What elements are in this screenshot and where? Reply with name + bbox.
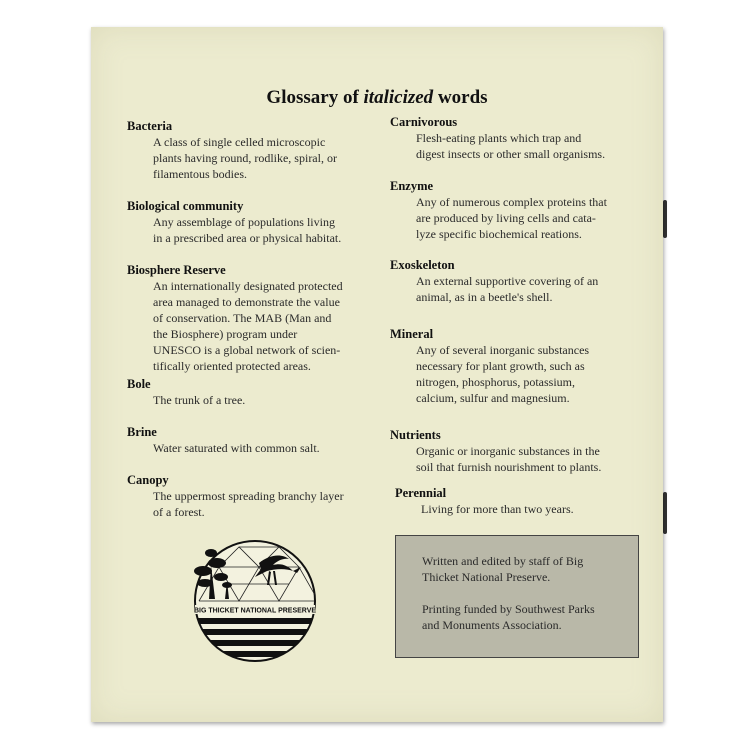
credits-box	[395, 535, 639, 658]
glossary-definition	[127, 214, 377, 246]
glossary-definition	[390, 130, 650, 162]
definition-line: nitrogen, phosphorus, potassium,	[416, 375, 575, 389]
big-thicket-logo-icon	[189, 537, 319, 665]
glossary-term: Bacteria	[127, 119, 173, 133]
booklet-page	[91, 27, 663, 722]
definition-line: Any assemblage of populations living	[153, 215, 335, 229]
glossary-term: Carnivorous	[390, 115, 458, 129]
definition-line: of conservation. The MAB (Man and	[153, 311, 332, 325]
definition-line: area managed to demonstrate the value	[153, 295, 340, 309]
glossary-definition	[395, 501, 650, 517]
glossary-term: Brine	[127, 425, 157, 439]
page-title	[91, 87, 663, 109]
title-italic: italicized	[363, 87, 434, 108]
definition-line: An internationally designated protected	[153, 279, 343, 293]
glossary-definition	[390, 342, 650, 406]
glossary-entry	[390, 485, 650, 517]
definition-line: calcium, sulfur and magnesium.	[416, 391, 570, 405]
glossary-term: Bole	[127, 377, 151, 391]
glossary-entry	[390, 114, 650, 162]
glossary-entry	[127, 198, 377, 246]
credits-line: Written and edited by staff of Big	[422, 554, 584, 568]
definition-line: soil that furnish nourishment to plants.	[416, 460, 602, 474]
glossary-term: Exoskeleton	[390, 258, 455, 272]
definition-line: The trunk of a tree.	[153, 393, 246, 407]
definition-line: Living for more than two years.	[421, 502, 574, 516]
definition-line: Water saturated with common salt.	[153, 441, 320, 455]
definition-line: the Biosphere) program under	[153, 327, 298, 341]
glossary-entry	[127, 262, 377, 374]
credits-funded-by	[422, 601, 624, 633]
definition-line: Any of numerous complex proteins that	[416, 195, 607, 209]
glossary-definition	[390, 443, 650, 475]
glossary-entry	[127, 424, 377, 456]
definition-line: The uppermost spreading branchy layer	[153, 489, 344, 503]
glossary-entry	[390, 178, 650, 242]
glossary-term: Perennial	[395, 486, 447, 500]
definition-line: plants having round, rodlike, spiral, or	[153, 151, 337, 165]
credits-line: Thicket National Preserve.	[422, 570, 551, 584]
glossary-term: Enzyme	[390, 179, 434, 193]
glossary-entry	[127, 472, 377, 520]
title-prefix: Glossary of	[266, 87, 364, 108]
glossary-definition	[390, 273, 650, 305]
page-edge-tab	[663, 200, 667, 238]
definition-line: Flesh-eating plants which trap and	[416, 131, 582, 145]
glossary-term: Nutrients	[390, 428, 441, 442]
definition-line: necessary for plant growth, such as	[416, 359, 585, 373]
title-suffix: words	[433, 87, 488, 108]
glossary-definition	[127, 440, 377, 456]
glossary-entry	[390, 427, 650, 475]
definition-line: are produced by living cells and cata-	[416, 211, 596, 225]
credits-line: Printing funded by Southwest Parks	[422, 602, 595, 616]
definition-line: A class of single celled microscopic	[153, 135, 326, 149]
definition-line: digest insects or other small organisms.	[416, 147, 606, 161]
definition-line: of a forest.	[153, 505, 205, 519]
definition-line: lyze specific biochemical reations.	[416, 227, 582, 241]
definition-line: UNESCO is a global network of scien-	[153, 343, 341, 357]
definition-line: An external supportive covering of an	[416, 274, 599, 288]
glossary-definition	[127, 134, 377, 182]
definition-line: Organic or inorganic substances in the	[416, 444, 600, 458]
logo-text: BIG THICKET NATIONAL PRESERVE	[193, 607, 317, 615]
glossary-entry	[127, 118, 377, 182]
definition-line: filamentous bodies.	[153, 167, 247, 181]
glossary-term: Mineral	[390, 327, 434, 341]
glossary-term: Biosphere Reserve	[127, 263, 226, 277]
glossary-entry	[390, 257, 650, 305]
page-edge-tab	[663, 492, 667, 534]
glossary-definition	[127, 278, 377, 374]
glossary-term: Biological community	[127, 199, 244, 213]
definition-line: animal, as in a beetle's shell.	[416, 290, 553, 304]
glossary-entry	[127, 376, 377, 408]
credits-written-by	[422, 553, 624, 585]
glossary-term: Canopy	[127, 473, 169, 487]
definition-line: tifically oriented protected areas.	[153, 359, 311, 373]
glossary-definition	[390, 194, 650, 242]
glossary-definition	[127, 488, 377, 520]
glossary-definition	[127, 392, 377, 408]
credits-line: and Monuments Association.	[422, 618, 562, 632]
definition-line: Any of several inorganic substances	[416, 343, 590, 357]
glossary-entry	[390, 326, 650, 406]
definition-line: in a prescribed area or physical habitat.	[153, 231, 342, 245]
